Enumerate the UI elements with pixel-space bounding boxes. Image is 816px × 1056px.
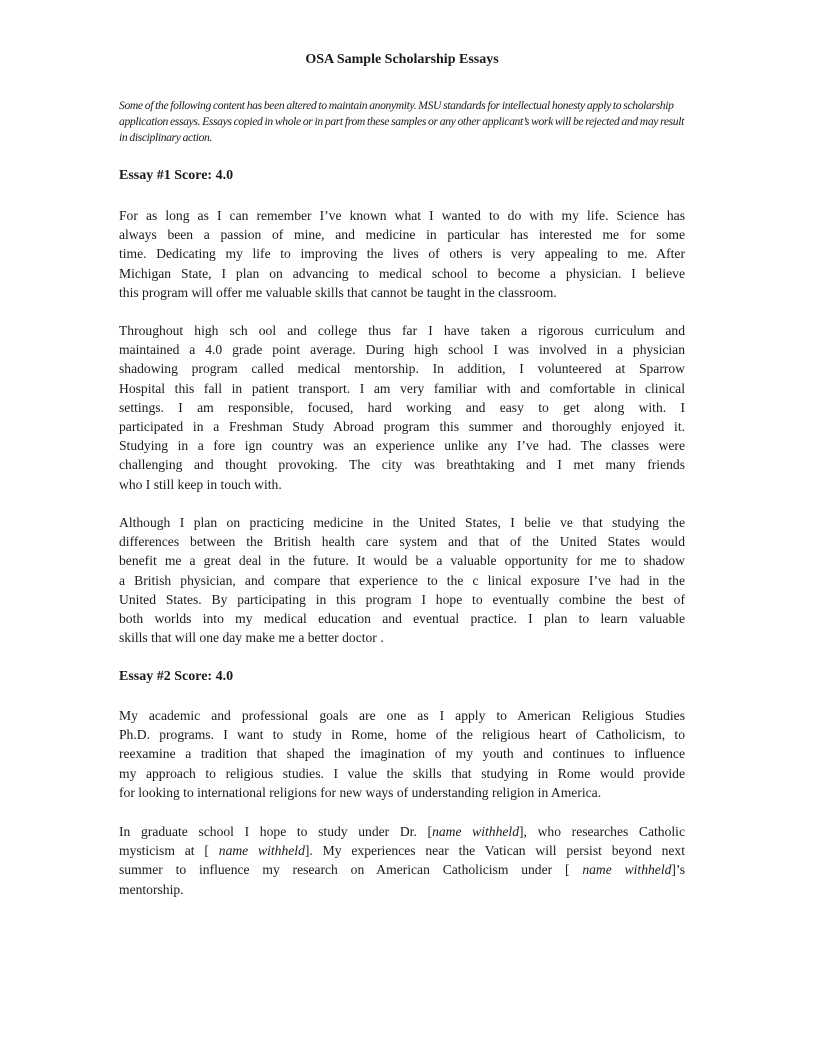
- text-segment: summer to influence my research on American Catholicism under [: [119, 862, 583, 878]
- text-line: participated in a Freshman Study Abroad program this summer and thoroughly enjoyed it.: [119, 419, 685, 435]
- essay-1-paragraph-3: [119, 513, 685, 647]
- text-line: settings. I am responsible, focused, hard working and easy to get along with. I: [119, 399, 685, 415]
- text-line: Studying in a fore ign country was an experience unlike any I’ve had. The classes were: [119, 438, 685, 454]
- text-segment: ]. My experiences near the Vatican will persist beyond next: [304, 843, 685, 859]
- text-line: skills that will one day make me a better doctor .: [119, 630, 384, 646]
- text-line: my approach to religious studies. I value the skills that studying in Rome would provide: [119, 765, 685, 781]
- text-line: both worlds into my medical education and eventual practice. I plan to learn valuable: [119, 611, 685, 627]
- text-line: differences between the British health care system and that of the United States would: [119, 534, 685, 550]
- text-line: challenging and thought provoking. The city was breathtaking and I met many friends: [119, 457, 685, 473]
- essay-2-paragraph-2: [119, 822, 685, 899]
- text-line: mentorship.: [119, 881, 184, 897]
- essay-1-heading: Essay #1 Score: 4.0: [119, 168, 234, 183]
- redacted-name: name withheld: [582, 862, 672, 878]
- text-line: shadowing program called medical mentorship. In addition, I volunteered at Sparrow: [119, 361, 685, 377]
- essay-1-paragraph-1: [119, 206, 685, 302]
- essay-2-paragraph-1: [119, 706, 685, 802]
- text-line: Throughout high sch ool and college thus far I have taken a rigorous curriculum and: [119, 323, 685, 338]
- text-line: for looking to international religions for new ways of understanding religion in America.: [119, 784, 602, 800]
- text-line: [119, 841, 685, 860]
- text-line: Ph.D. programs. I want to study in Rome, home of the religious heart of Catholicism, to: [119, 727, 685, 743]
- text-line: who I still keep in touch with.: [119, 476, 282, 492]
- text-line: Hospital this fall in patient transport. I am very familiar with and comfortable in clinical: [119, 380, 685, 396]
- document-title: OSA Sample Scholarship Essays: [305, 52, 499, 67]
- text-line: time. Dedicating my life to improving the lives of others is very appealing to me. After: [119, 246, 685, 262]
- text-line: Although I plan on practicing medicine in the United States, I belie ve that studying the: [119, 515, 685, 530]
- redacted-name: name withheld: [218, 843, 305, 859]
- text-line: For as long as I can remember I’ve known what I wanted to do with my life. Science has: [119, 208, 685, 223]
- disclaimer-note: Some of the following content has been altered to maintain anonymity. MSU standards for intellectual honesty apply to scholarship application essays. Essays copied in whole or in part from these samples or any other applicant’s work will be rejected and may result in disciplinary action.: [119, 99, 684, 144]
- essay-2-heading: Essay #2 Score: 4.0: [119, 669, 234, 684]
- text-segment: ], who researches Catholic: [519, 824, 685, 839]
- text-segment: mysticism at [: [119, 843, 219, 859]
- text-line: [119, 860, 685, 879]
- text-line: United States. By participating in this program I hope to eventually combine the best of: [119, 591, 685, 607]
- text-line: this program will offer me valuable skills that cannot be taught in the classroom.: [119, 284, 557, 300]
- redacted-name: name withheld: [432, 824, 519, 839]
- text-line: benefit me a great deal in the future. It would be a valuable opportunity for me to shadow: [119, 553, 685, 569]
- text-line: a British physician, and compare that experience to the c linical exposure I’ve had in the: [119, 572, 685, 588]
- text-line: reexamine a tradition that shaped the imagination of my youth and continues to influence: [119, 746, 685, 762]
- text-segment: ]’s: [671, 862, 685, 878]
- text-segment: In graduate school I hope to study under Dr. [: [119, 824, 433, 839]
- text-line: [119, 822, 685, 841]
- essay-1-paragraph-2: [119, 321, 685, 494]
- text-line: My academic and professional goals are one as I apply to American Religious Studies: [119, 708, 685, 723]
- text-line: Michigan State, I plan on advancing to medical school to become a physician. I believe: [119, 265, 685, 281]
- text-line: maintained a 4.0 grade point average. During high school I was involved in a physician: [119, 342, 685, 358]
- text-line: always been a passion of mine, and medicine in particular has interested me for some: [119, 227, 685, 243]
